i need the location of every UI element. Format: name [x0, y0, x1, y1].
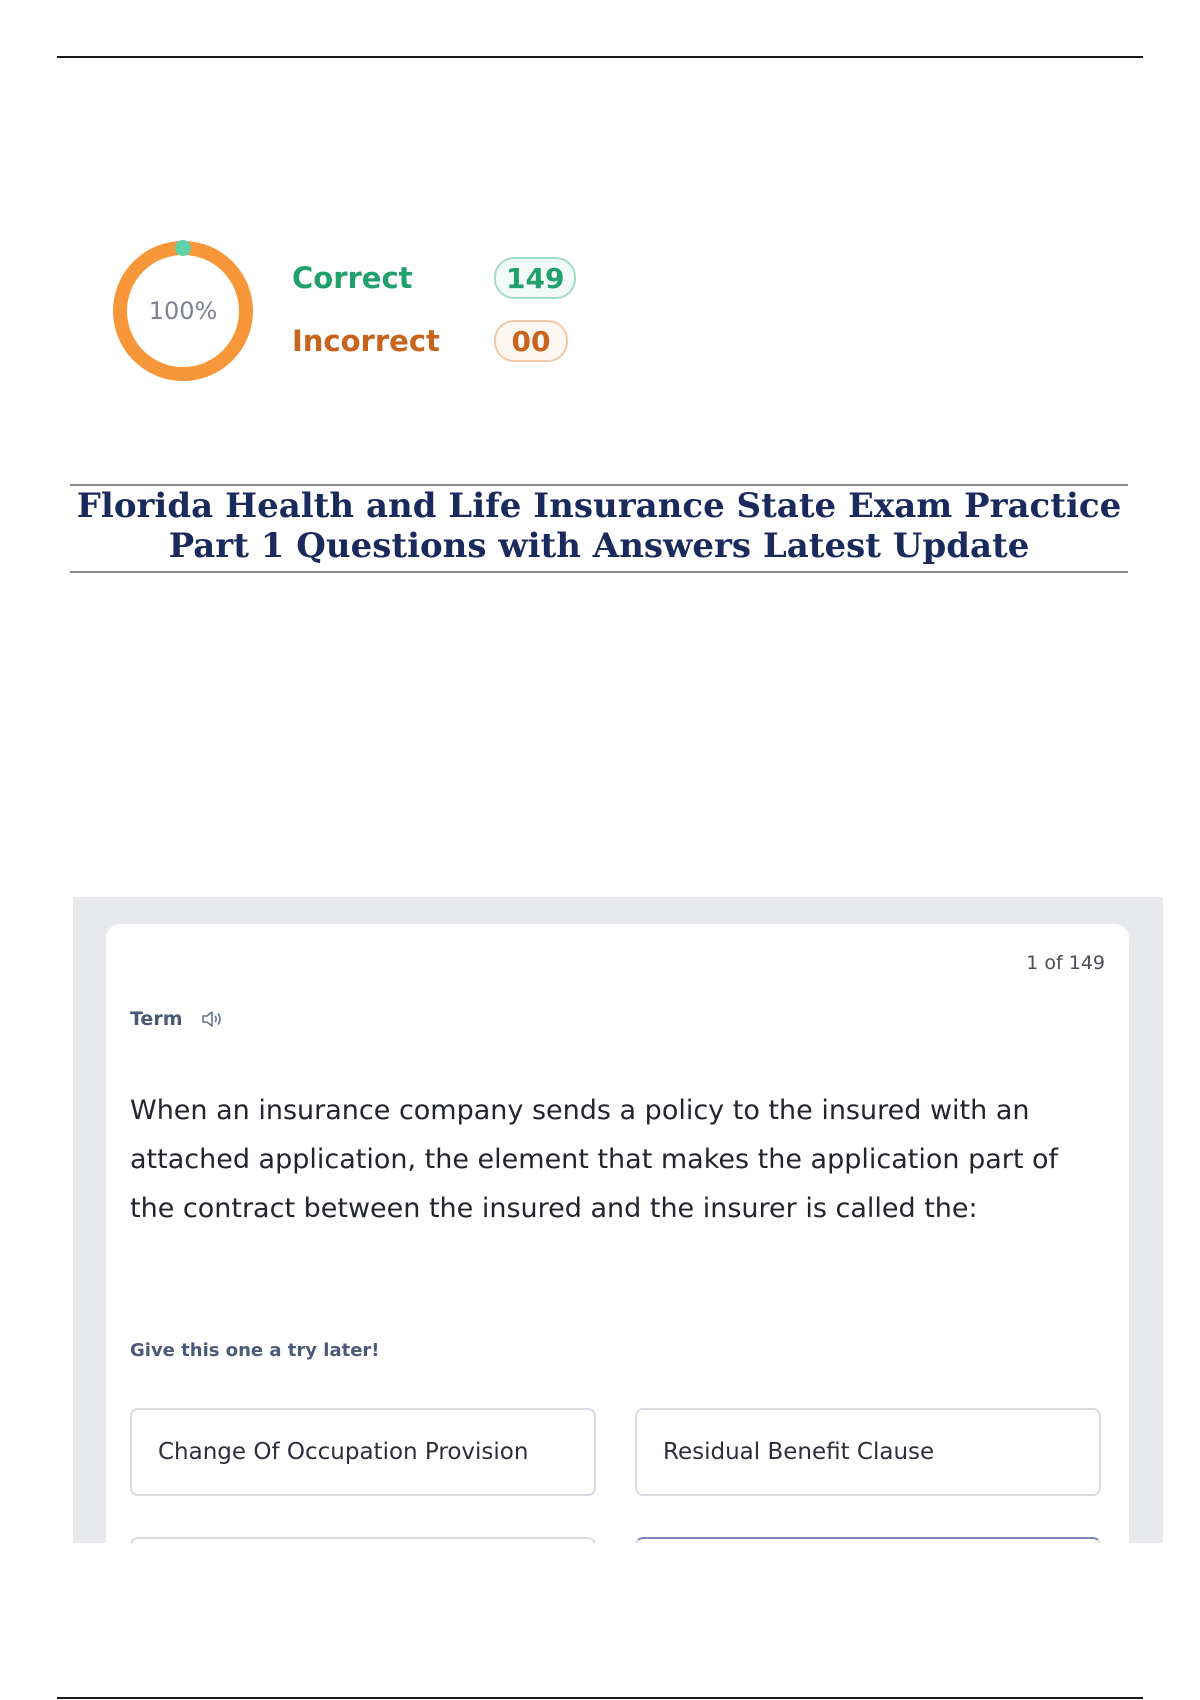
answer-option[interactable]: Residual Benefit Clause [635, 1408, 1101, 1496]
question-text: When an insurance company sends a policy to the insured with an attached application, the element that makes the application part of the contract between the insured and the insurer is called the: [130, 1095, 1059, 1224]
top-rule [57, 56, 1143, 58]
answer-option[interactable]: Change Of Occupation Provision [130, 1408, 596, 1496]
score-percent: 100% [148, 297, 218, 325]
bottom-rule [57, 1697, 1143, 1699]
flashcard [106, 924, 1129, 1543]
title-rule-lower [70, 571, 1128, 573]
answer-option-partial[interactable] [635, 1537, 1101, 1543]
title-line-2: Part 1 Questions with Answers Latest Update [168, 526, 1030, 566]
correct-label: Correct [292, 261, 413, 295]
incorrect-label: Incorrect [292, 324, 440, 358]
flashcard-panel [73, 897, 1163, 1543]
term-header [130, 1008, 223, 1030]
answer-option-partial[interactable] [130, 1537, 596, 1543]
term-label: Term [130, 1008, 183, 1030]
correct-count-badge: 149 [494, 257, 576, 299]
incorrect-count-badge: 00 [494, 320, 568, 362]
title-line-1: Florida Health and Life Insurance State Exam Practice [76, 486, 1122, 526]
document-title [70, 486, 1128, 566]
incorrect-row [292, 319, 568, 363]
card-counter: 1 of 149 [1026, 952, 1105, 974]
try-later-link[interactable]: Give this one a try later! [130, 1340, 380, 1361]
correct-row [292, 256, 576, 300]
speaker-icon[interactable] [201, 1009, 223, 1029]
